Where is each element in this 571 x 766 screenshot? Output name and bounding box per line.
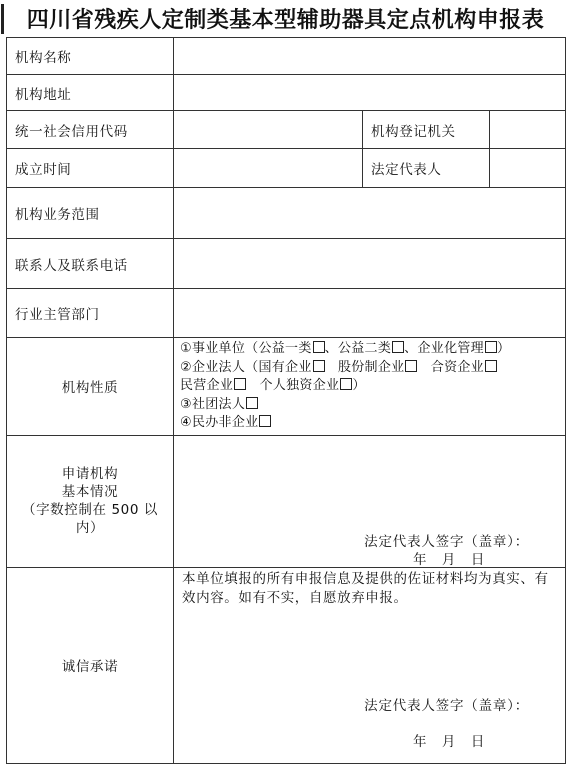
page-title: 四川省残疾人定制类基本型辅助器具定点机构申报表 (26, 7, 545, 33)
checkbox-joint-stock[interactable] (405, 360, 417, 372)
basic-info-label: 申请机构 基本情况 （字数控制在 500 以 内） (7, 435, 174, 567)
basic-info-signature-label: 法定代表人签字（盖章）： (364, 533, 530, 550)
checkbox-joint-venture[interactable] (485, 360, 497, 372)
org-name-field[interactable] (174, 38, 566, 75)
checkbox-enterprise-managed[interactable] (485, 341, 497, 353)
basic-info-date: 年 月 日 (412, 551, 486, 568)
promise-label: 诚信承诺 (7, 567, 174, 763)
basic-info-field[interactable] (174, 435, 566, 567)
nature-options (174, 338, 566, 436)
checkbox-private[interactable] (234, 378, 246, 390)
legal-rep-field[interactable] (490, 149, 566, 188)
promise-date: 年 月 日 (412, 733, 486, 750)
credit-code-label: 统一社会信用代码 (7, 111, 174, 149)
registration-authority-label: 机构登记机关 (363, 111, 490, 149)
checkbox-public-class1[interactable] (313, 341, 325, 353)
established-field[interactable] (174, 149, 363, 188)
checkbox-public-class2[interactable] (392, 341, 404, 353)
checkbox-association[interactable] (246, 397, 258, 409)
legal-rep-label: 法定代表人 (363, 149, 490, 188)
checkbox-state-owned[interactable] (313, 360, 325, 372)
nature-option-enterprise: ②企业法人（国有企业 股份制企业 合资企业 (180, 359, 559, 378)
nature-option-enterprise-cont: 民营企业 个人独资企业 ） (180, 378, 366, 393)
nature-label: 机构性质 (7, 338, 174, 436)
promise-field (174, 567, 566, 763)
checkbox-private-nonenterprise[interactable] (259, 415, 271, 427)
credit-code-field[interactable] (174, 111, 363, 149)
org-address-field[interactable] (174, 75, 566, 111)
business-scope-field[interactable] (174, 188, 566, 239)
competent-dept-label: 行业主管部门 (7, 289, 174, 338)
promise-text: 本单位填报的所有申报信息及提供的佐证材料均为真实、有效内容。如有不实，自愿放弃申报。 (182, 570, 549, 606)
promise-signature-label: 法定代表人签字（盖章）： (364, 697, 530, 714)
org-name-label: 机构名称 (7, 38, 174, 75)
checkbox-sole-proprietorship[interactable] (340, 378, 352, 390)
registration-authority-field[interactable] (490, 111, 566, 149)
application-form (6, 37, 566, 764)
org-address-label: 机构地址 (7, 75, 174, 111)
established-label: 成立时间 (7, 149, 174, 188)
nature-option-public-institution: ①事业单位（公益一类 、公益二类 、企业化管理 ） (180, 341, 511, 356)
contact-field[interactable] (174, 239, 566, 289)
contact-label: 联系人及联系电话 (7, 239, 174, 289)
nature-option-association: ③社团法人 (180, 396, 559, 415)
business-scope-label: 机构业务范围 (7, 188, 174, 239)
nature-option-private-nonenterprise: ④民办非企业 (180, 414, 559, 433)
competent-dept-field[interactable] (174, 289, 566, 338)
